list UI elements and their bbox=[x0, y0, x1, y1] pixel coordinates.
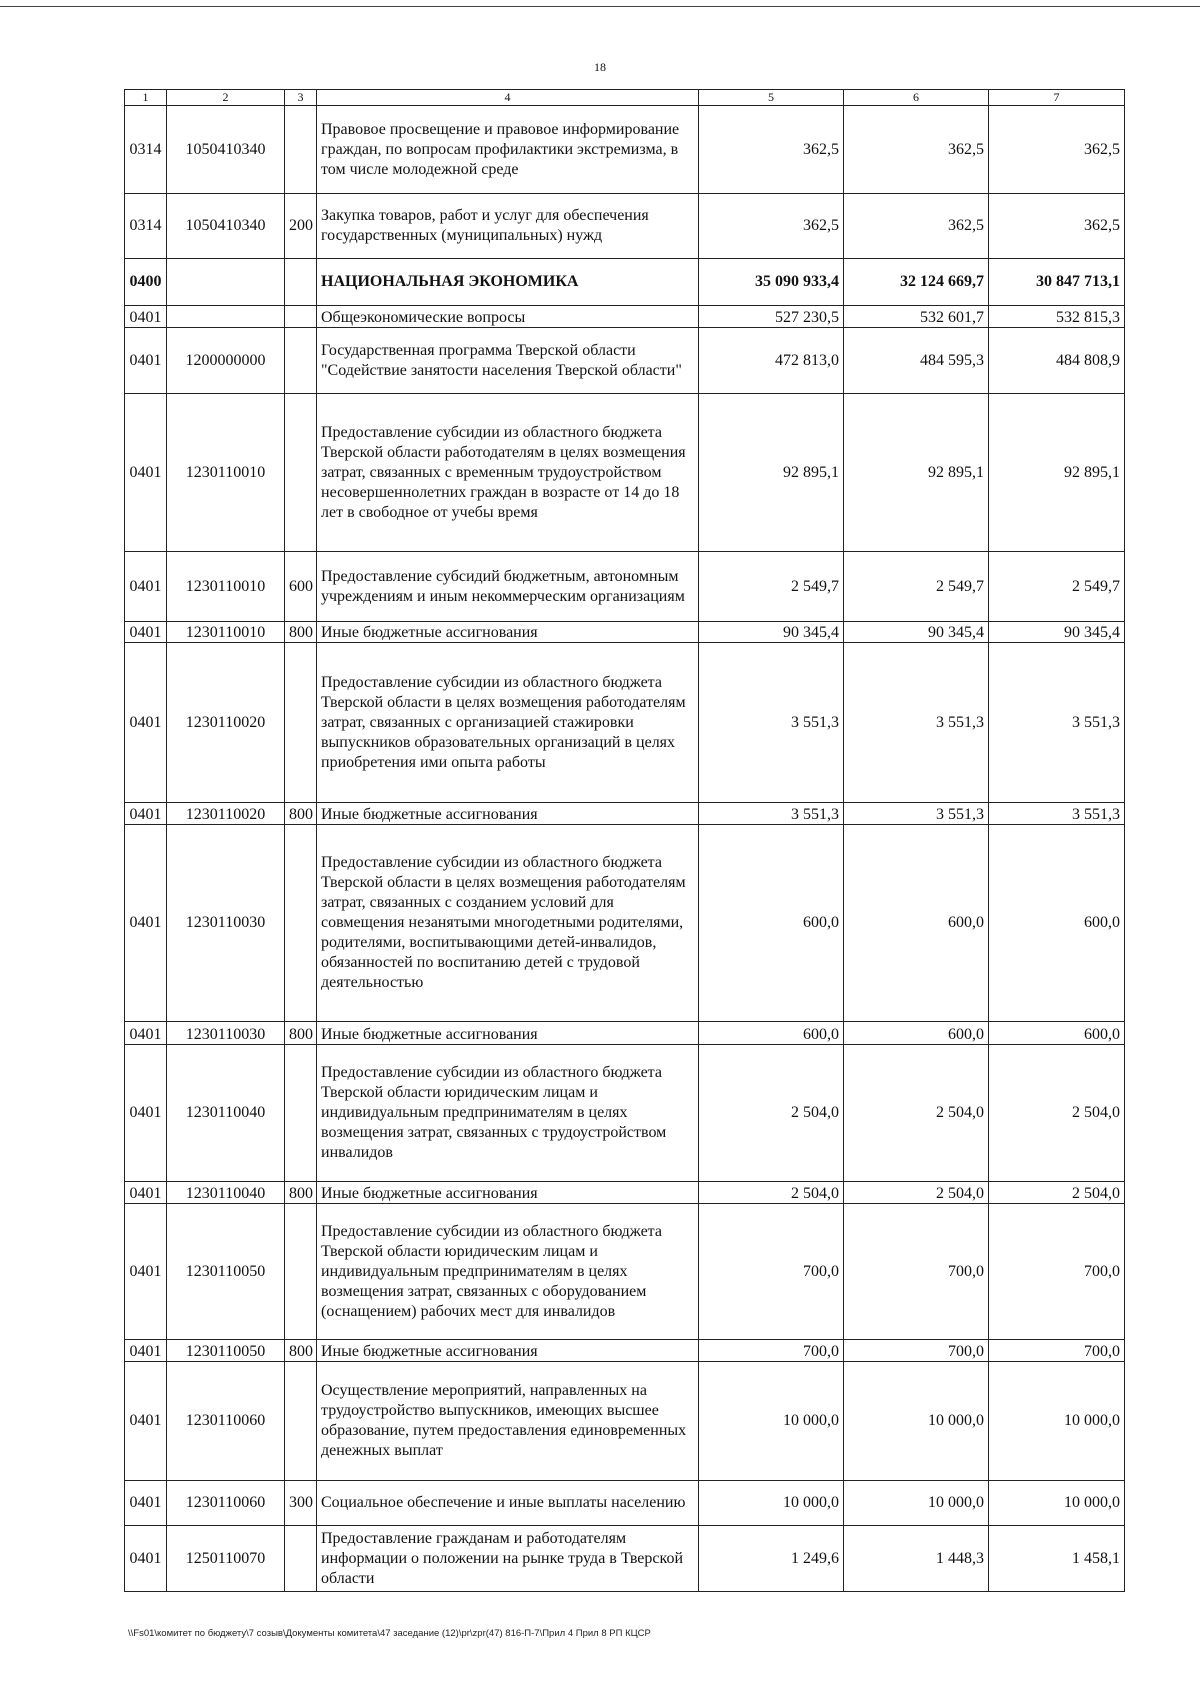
table-row bbox=[125, 328, 1125, 394]
target-code-cell: 1230110060 bbox=[167, 1481, 285, 1526]
expense-type-cell: 800 bbox=[285, 1182, 317, 1204]
target-code-cell: 1050410340 bbox=[167, 106, 285, 194]
expense-type-cell bbox=[285, 825, 317, 1022]
amount-col7-cell: 700,0 bbox=[989, 1204, 1125, 1340]
target-code-cell: 1230110020 bbox=[167, 643, 285, 803]
amount-col5-cell: 700,0 bbox=[699, 1340, 844, 1362]
target-code-cell: 1230110040 bbox=[167, 1182, 285, 1204]
section-code-cell: 0401 bbox=[125, 1182, 167, 1204]
amount-col6-cell: 484 595,3 bbox=[844, 328, 989, 394]
amount-col7-cell: 10 000,0 bbox=[989, 1362, 1125, 1481]
target-code-cell: 1250110070 bbox=[167, 1526, 285, 1592]
column-header: 7 bbox=[989, 90, 1125, 106]
top-rule bbox=[0, 6, 1200, 7]
amount-col5-cell: 3 551,3 bbox=[699, 803, 844, 825]
target-code-cell: 1230110030 bbox=[167, 825, 285, 1022]
target-code-cell: 1230110050 bbox=[167, 1340, 285, 1362]
table-row bbox=[125, 1045, 1125, 1182]
expense-type-cell bbox=[285, 1362, 317, 1481]
section-code-cell: 0401 bbox=[125, 1022, 167, 1045]
column-header: 2 bbox=[167, 90, 285, 106]
section-code-cell: 0401 bbox=[125, 552, 167, 622]
target-code-cell: 1230110060 bbox=[167, 1362, 285, 1481]
amount-col5-cell: 10 000,0 bbox=[699, 1362, 844, 1481]
amount-col5-cell: 472 813,0 bbox=[699, 328, 844, 394]
expense-type-cell bbox=[285, 106, 317, 194]
section-code-cell: 0401 bbox=[125, 394, 167, 552]
column-header: 6 bbox=[844, 90, 989, 106]
amount-col7-cell: 92 895,1 bbox=[989, 394, 1125, 552]
item-name-cell: Правовое просвещение и правовое информирование граждан, по вопросам профилактики экстремизма, в том числе молодежной среде bbox=[317, 106, 699, 194]
amount-col7-cell: 484 808,9 bbox=[989, 328, 1125, 394]
amount-col7-cell: 2 504,0 bbox=[989, 1045, 1125, 1182]
budget-table bbox=[124, 89, 1125, 1592]
footer-file-path: \\Fs01\комитет по бюджету\7 созыв\Документы комитета\47 заседание (12)\pr\zpr(47) 816-П-7\Прил 4 Прил 8 РП КЦСР bbox=[128, 1628, 651, 1639]
amount-col7-cell: 30 847 713,1 bbox=[989, 259, 1125, 306]
amount-col7-cell: 532 815,3 bbox=[989, 306, 1125, 328]
target-code-cell: 1230110010 bbox=[167, 622, 285, 643]
table-row bbox=[125, 194, 1125, 259]
amount-col6-cell: 3 551,3 bbox=[844, 803, 989, 825]
table-row bbox=[125, 643, 1125, 803]
column-header: 3 bbox=[285, 90, 317, 106]
amount-col7-cell: 600,0 bbox=[989, 1022, 1125, 1045]
section-code-cell: 0314 bbox=[125, 194, 167, 259]
amount-col6-cell: 32 124 669,7 bbox=[844, 259, 989, 306]
target-code-cell: 1230110020 bbox=[167, 803, 285, 825]
table-row bbox=[125, 622, 1125, 643]
expense-type-cell bbox=[285, 306, 317, 328]
table-row bbox=[125, 1362, 1125, 1481]
amount-col6-cell: 700,0 bbox=[844, 1204, 989, 1340]
amount-col6-cell: 10 000,0 bbox=[844, 1481, 989, 1526]
amount-col7-cell: 600,0 bbox=[989, 825, 1125, 1022]
amount-col5-cell: 2 504,0 bbox=[699, 1045, 844, 1182]
item-name-cell: Предоставление субсидии из областного бюджета Тверской области юридическим лицам и индивидуальным предпринимателям в целях возмещения затрат, связанных с оборудованием (оснащением) рабочих мест для инвалидов bbox=[317, 1204, 699, 1340]
item-name-cell: Предоставление субсидии из областного бюджета Тверской области в целях возмещения работодателям затрат, связанных с организацией стажировки выпускников образовательных организаций в целях приобретения ими опыта работы bbox=[317, 643, 699, 803]
amount-col5-cell: 10 000,0 bbox=[699, 1481, 844, 1526]
table-row bbox=[125, 1022, 1125, 1045]
section-code-cell: 0401 bbox=[125, 328, 167, 394]
amount-col6-cell: 600,0 bbox=[844, 825, 989, 1022]
target-code-cell: 1050410340 bbox=[167, 194, 285, 259]
column-header: 4 bbox=[317, 90, 699, 106]
amount-col5-cell: 600,0 bbox=[699, 1022, 844, 1045]
amount-col5-cell: 700,0 bbox=[699, 1204, 844, 1340]
amount-col6-cell: 90 345,4 bbox=[844, 622, 989, 643]
amount-col6-cell: 362,5 bbox=[844, 106, 989, 194]
item-name-cell: Общеэкономические вопросы bbox=[317, 306, 699, 328]
page-number: 18 bbox=[594, 60, 606, 74]
target-code-cell: 1230110050 bbox=[167, 1204, 285, 1340]
amount-col6-cell: 700,0 bbox=[844, 1340, 989, 1362]
amount-col6-cell: 3 551,3 bbox=[844, 643, 989, 803]
target-code-cell: 1200000000 bbox=[167, 328, 285, 394]
target-code-cell: 1230110010 bbox=[167, 552, 285, 622]
amount-col7-cell: 2 549,7 bbox=[989, 552, 1125, 622]
amount-col7-cell: 1 458,1 bbox=[989, 1526, 1125, 1592]
amount-col6-cell: 362,5 bbox=[844, 194, 989, 259]
item-name-cell: Закупка товаров, работ и услуг для обеспечения государственных (муниципальных) нужд bbox=[317, 194, 699, 259]
table-row bbox=[125, 1481, 1125, 1526]
amount-col7-cell: 2 504,0 bbox=[989, 1182, 1125, 1204]
amount-col6-cell: 2 504,0 bbox=[844, 1182, 989, 1204]
amount-col5-cell: 92 895,1 bbox=[699, 394, 844, 552]
table-row bbox=[125, 1526, 1125, 1592]
amount-col5-cell: 600,0 bbox=[699, 825, 844, 1022]
target-code-cell bbox=[167, 306, 285, 328]
item-name-cell: Иные бюджетные ассигнования bbox=[317, 803, 699, 825]
section-code-cell: 0401 bbox=[125, 1362, 167, 1481]
amount-col7-cell: 90 345,4 bbox=[989, 622, 1125, 643]
amount-col7-cell: 362,5 bbox=[989, 194, 1125, 259]
expense-type-cell: 800 bbox=[285, 1022, 317, 1045]
amount-col6-cell: 532 601,7 bbox=[844, 306, 989, 328]
table-row bbox=[125, 803, 1125, 825]
expense-type-cell bbox=[285, 1526, 317, 1592]
table-row bbox=[125, 394, 1125, 552]
section-code-cell: 0401 bbox=[125, 1340, 167, 1362]
item-name-cell: Предоставление субсидии из областного бюджета Тверской области в целях возмещения работодателям затрат, связанных с созданием условий для совмещения незанятыми многодетными родителями, родителями, воспитывающими детей-инвалидов, обязанностей по воспитанию детей с трудовой деятельностью bbox=[317, 825, 699, 1022]
amount-col5-cell: 90 345,4 bbox=[699, 622, 844, 643]
section-total-row bbox=[125, 259, 1125, 306]
section-code-cell: 0401 bbox=[125, 825, 167, 1022]
target-code-cell bbox=[167, 259, 285, 306]
amount-col5-cell: 2 504,0 bbox=[699, 1182, 844, 1204]
expense-type-cell bbox=[285, 643, 317, 803]
amount-col6-cell: 10 000,0 bbox=[844, 1362, 989, 1481]
amount-col7-cell: 700,0 bbox=[989, 1340, 1125, 1362]
amount-col5-cell: 362,5 bbox=[699, 106, 844, 194]
section-code-cell: 0401 bbox=[125, 1045, 167, 1182]
table-row bbox=[125, 106, 1125, 194]
item-name-cell: НАЦИОНАЛЬНАЯ ЭКОНОМИКА bbox=[317, 259, 699, 306]
table-row bbox=[125, 306, 1125, 328]
item-name-cell: Иные бюджетные ассигнования bbox=[317, 1182, 699, 1204]
item-name-cell: Иные бюджетные ассигнования bbox=[317, 622, 699, 643]
section-code-cell: 0400 bbox=[125, 259, 167, 306]
item-name-cell: Иные бюджетные ассигнования bbox=[317, 1340, 699, 1362]
expense-type-cell: 600 bbox=[285, 552, 317, 622]
expense-type-cell bbox=[285, 1204, 317, 1340]
target-code-cell: 1230110030 bbox=[167, 1022, 285, 1045]
column-header: 1 bbox=[125, 90, 167, 106]
expense-type-cell: 800 bbox=[285, 803, 317, 825]
expense-type-cell: 800 bbox=[285, 622, 317, 643]
table-row bbox=[125, 1182, 1125, 1204]
amount-col5-cell: 2 549,7 bbox=[699, 552, 844, 622]
amount-col7-cell: 10 000,0 bbox=[989, 1481, 1125, 1526]
target-code-cell: 1230110010 bbox=[167, 394, 285, 552]
expense-type-cell bbox=[285, 394, 317, 552]
amount-col6-cell: 2 549,7 bbox=[844, 552, 989, 622]
item-name-cell: Социальное обеспечение и иные выплаты населению bbox=[317, 1481, 699, 1526]
expense-type-cell bbox=[285, 328, 317, 394]
item-name-cell: Предоставление гражданам и работодателям информации о положении на рынке труда в Тверской области bbox=[317, 1526, 699, 1592]
section-code-cell: 0401 bbox=[125, 306, 167, 328]
amount-col6-cell: 2 504,0 bbox=[844, 1045, 989, 1182]
item-name-cell: Предоставление субсидии из областного бюджета Тверской области юридическим лицам и индивидуальным предпринимателям в целях возмещения затрат, связанных с трудоустройством инвалидов bbox=[317, 1045, 699, 1182]
section-code-cell: 0401 bbox=[125, 803, 167, 825]
item-name-cell: Государственная программа Тверской области "Содействие занятости населения Тверской области" bbox=[317, 328, 699, 394]
section-code-cell: 0314 bbox=[125, 106, 167, 194]
expense-type-cell bbox=[285, 1045, 317, 1182]
expense-type-cell bbox=[285, 259, 317, 306]
section-code-cell: 0401 bbox=[125, 1481, 167, 1526]
amount-col5-cell: 3 551,3 bbox=[699, 643, 844, 803]
amount-col7-cell: 3 551,3 bbox=[989, 803, 1125, 825]
amount-col6-cell: 1 448,3 bbox=[844, 1526, 989, 1592]
section-code-cell: 0401 bbox=[125, 1526, 167, 1592]
expense-type-cell: 800 bbox=[285, 1340, 317, 1362]
table-row bbox=[125, 1340, 1125, 1362]
expense-type-cell: 300 bbox=[285, 1481, 317, 1526]
section-code-cell: 0401 bbox=[125, 622, 167, 643]
amount-col7-cell: 362,5 bbox=[989, 106, 1125, 194]
item-name-cell: Осуществление мероприятий, направленных на трудоустройство выпускников, имеющих высшее образование, путем предоставления единовременных денежных выплат bbox=[317, 1362, 699, 1481]
amount-col6-cell: 600,0 bbox=[844, 1022, 989, 1045]
item-name-cell: Иные бюджетные ассигнования bbox=[317, 1022, 699, 1045]
expense-type-cell: 200 bbox=[285, 194, 317, 259]
amount-col5-cell: 527 230,5 bbox=[699, 306, 844, 328]
amount-col5-cell: 362,5 bbox=[699, 194, 844, 259]
amount-col5-cell: 1 249,6 bbox=[699, 1526, 844, 1592]
table-row bbox=[125, 1204, 1125, 1340]
amount-col7-cell: 3 551,3 bbox=[989, 643, 1125, 803]
table-row bbox=[125, 552, 1125, 622]
target-code-cell: 1230110040 bbox=[167, 1045, 285, 1182]
amount-col6-cell: 92 895,1 bbox=[844, 394, 989, 552]
amount-col5-cell: 35 090 933,4 bbox=[699, 259, 844, 306]
table-row bbox=[125, 825, 1125, 1022]
section-code-cell: 0401 bbox=[125, 1204, 167, 1340]
section-code-cell: 0401 bbox=[125, 643, 167, 803]
item-name-cell: Предоставление субсидий бюджетным, автономным учреждениям и иным некоммерческим организациям bbox=[317, 552, 699, 622]
item-name-cell: Предоставление субсидии из областного бюджета Тверской области работодателям в целях возмещения затрат, связанных с временным трудоустройством несовершеннолетних граждан в возрасте от 14 до 18 лет в свободное от учебы время bbox=[317, 394, 699, 552]
column-number-row bbox=[125, 90, 1125, 106]
column-header: 5 bbox=[699, 90, 844, 106]
